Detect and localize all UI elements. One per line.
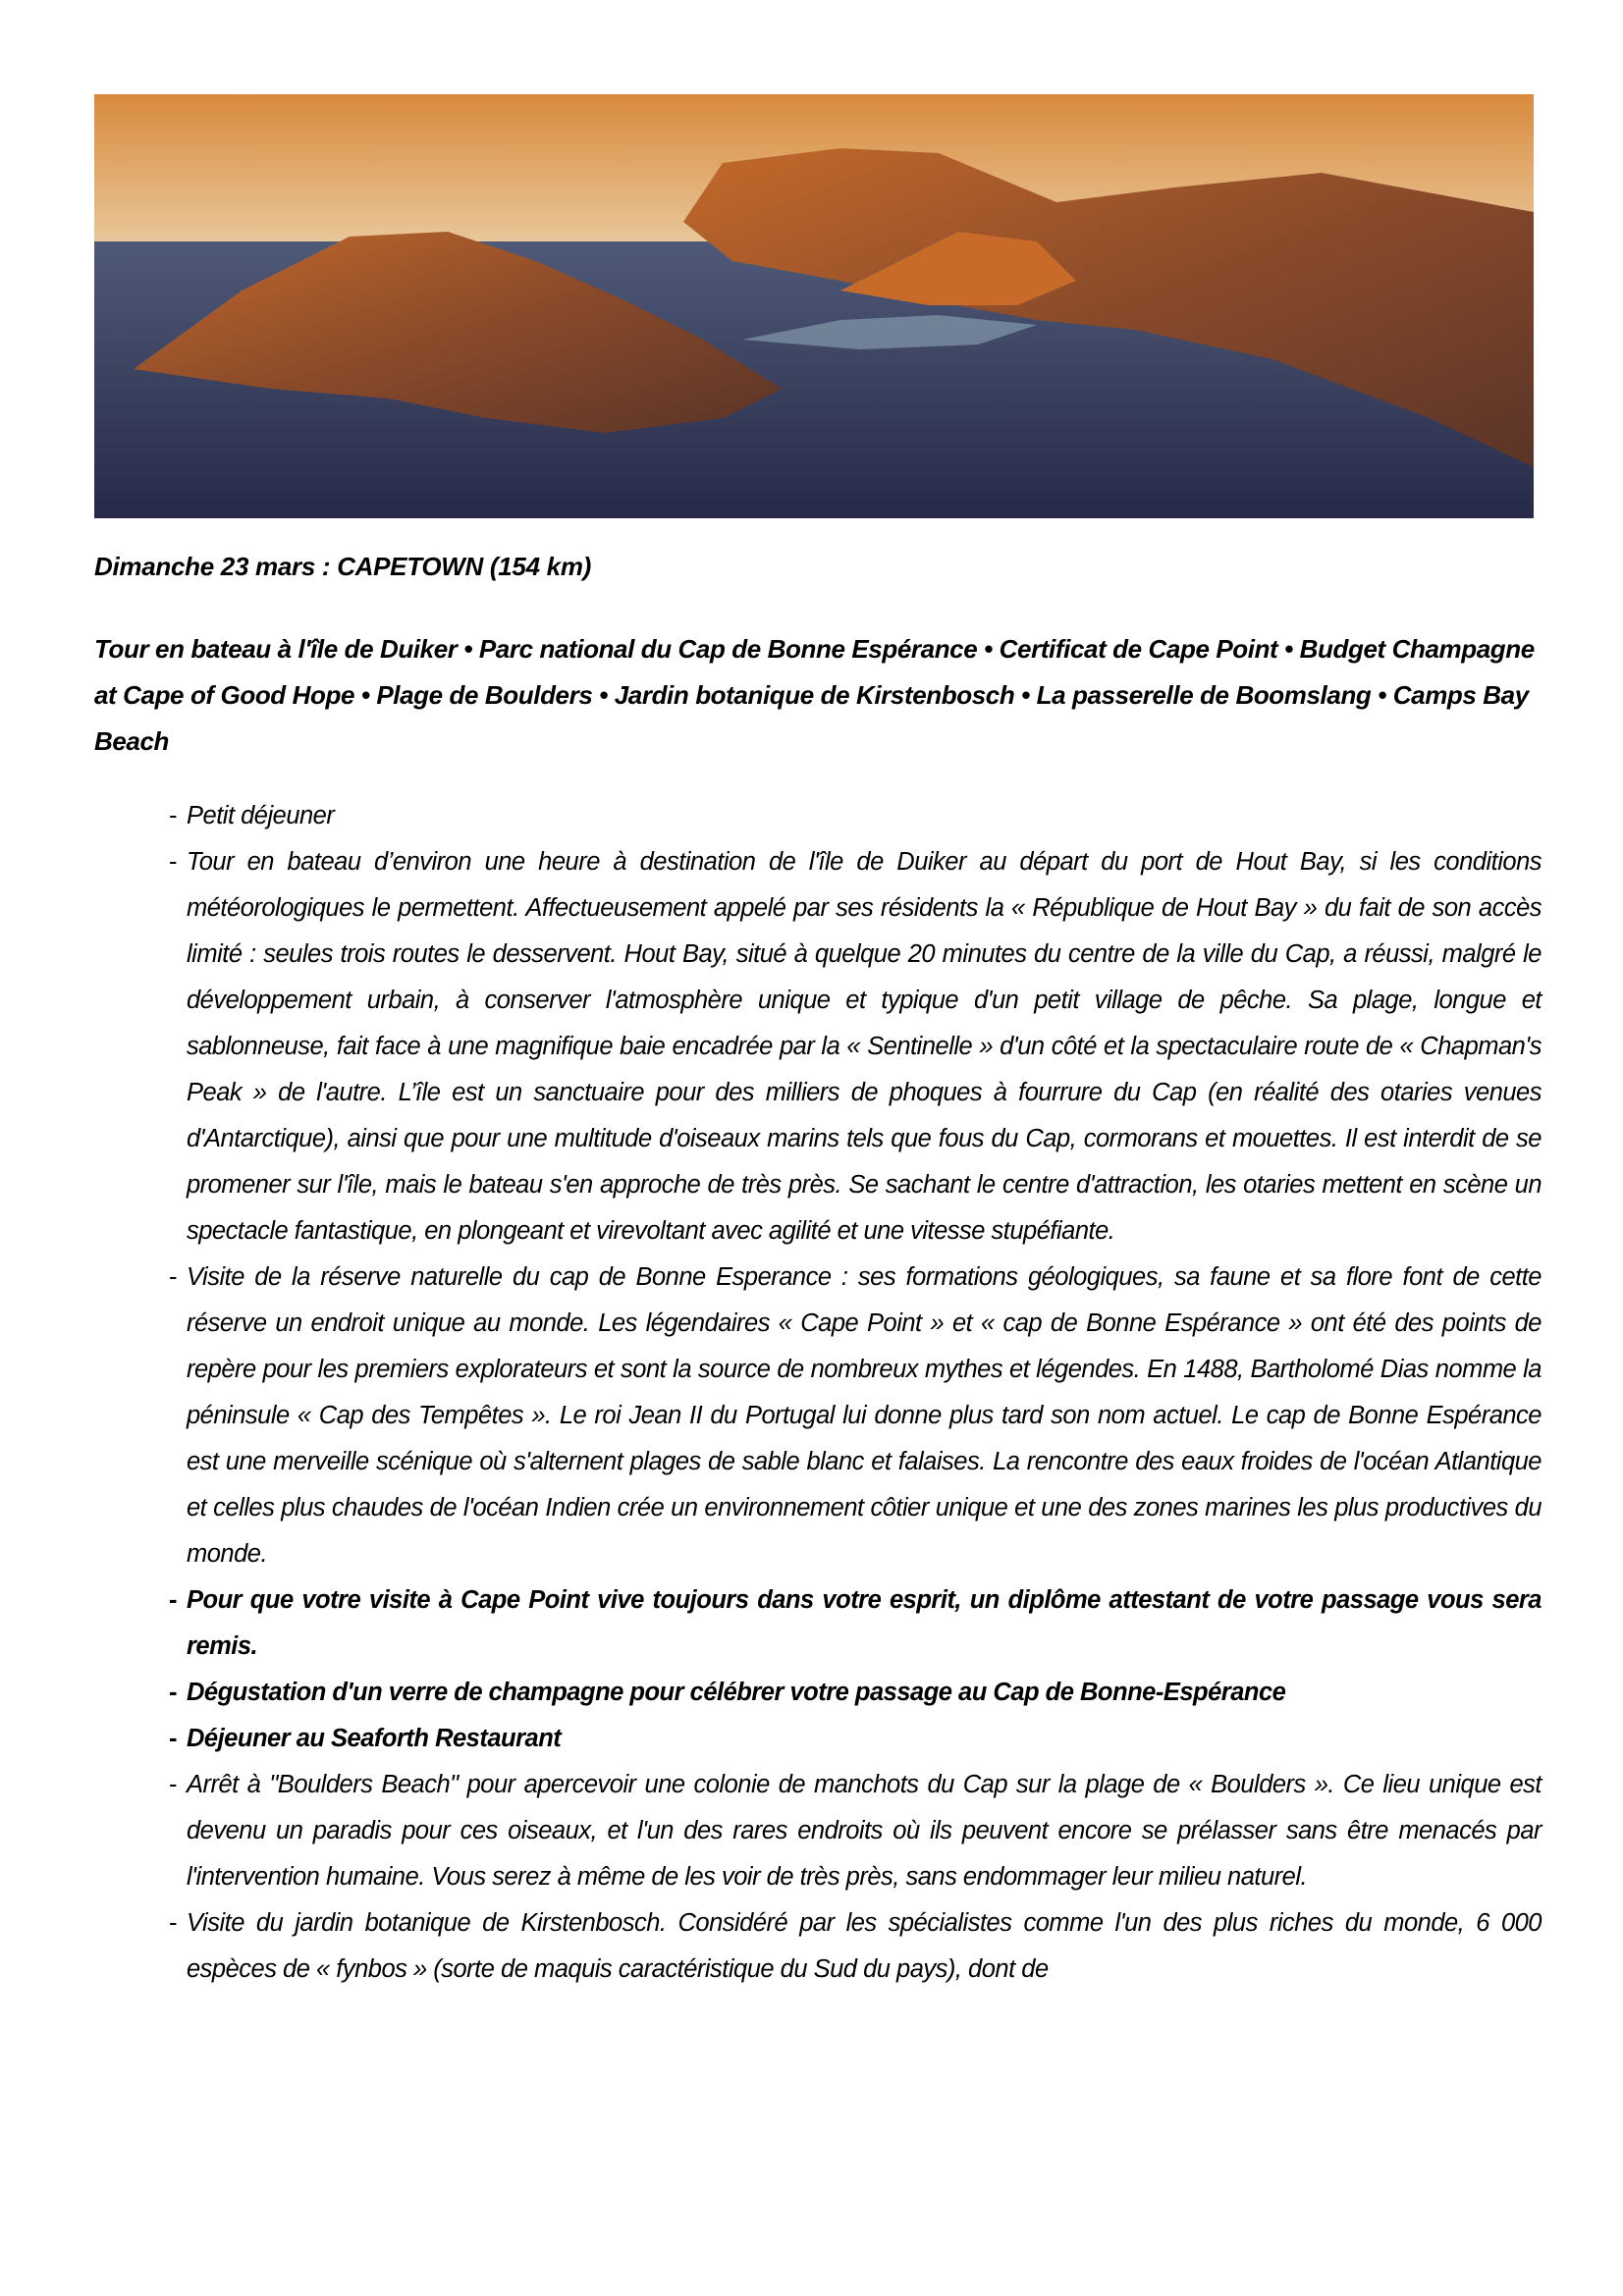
list-item xyxy=(169,1670,1542,1716)
landscape-photo-icon xyxy=(94,94,1534,518)
list-item-text: Visite du jardin botanique de Kirstenbosch. Considéré par les spécialistes comme l'un des plus riches du monde, 6 000 espèces de « fynbos » (sorte de maquis caractéristique du Sud du pays), dont de xyxy=(187,1909,1542,1983)
bullet-dash: - xyxy=(169,802,177,829)
cape-peninsula-photo xyxy=(94,94,1534,518)
day-heading: Dimanche 23 mars : CAPETOWN (154 km) xyxy=(94,552,592,581)
list-item-text: Petit déjeuner xyxy=(187,802,335,829)
list-item-text: Pour que votre visite à Cape Point vive toujours dans votre esprit, un diplôme attestant de votre passage vous sera remis. xyxy=(187,1586,1542,1660)
list-item xyxy=(169,839,1542,1255)
list-item xyxy=(169,1762,1542,1900)
bullet-dash: - xyxy=(169,1679,177,1706)
itinerary-list xyxy=(169,793,1542,1993)
list-item xyxy=(169,793,1542,839)
list-item xyxy=(169,1900,1542,1993)
bullet-dash: - xyxy=(169,1263,177,1291)
bullet-dash: - xyxy=(169,848,177,876)
list-item xyxy=(169,1577,1542,1670)
bullet-dash: - xyxy=(169,1909,177,1937)
list-item xyxy=(169,1255,1542,1577)
day-highlights: Tour en bateau à l'île de Duiker • Parc national du Cap de Bonne Espérance • Certificat de Cape Point • Budget Champagne at Cape of Good Hope • Plage de Boulders • Jardin botanique de Kirstenbosch • La passerelle de Boomslang • Camps Bay Beach xyxy=(94,634,1535,756)
bullet-dash: - xyxy=(169,1586,177,1614)
list-item xyxy=(169,1716,1542,1762)
bullet-dash: - xyxy=(169,1771,177,1798)
list-item-text: Visite de la réserve naturelle du cap de Bonne Esperance : ses formations géologiques, sa faune et sa flore font de cette réserve un endroit unique au monde. Les légendaires « Cape Point » et « cap de Bonne Espérance » ont été des points de repère pour les premiers explorateurs et sont la source de nombreux mythes et légendes. En 1488, Bartholomé Dias nomme la péninsule « Cap des Tempêtes ». Le roi Jean II du Portugal lui donne plus tard son nom actuel. Le cap de Bonne Espérance est une merveille scénique où s'alternent plages de sable blanc et falaises. La rencontre des eaux froides de l'océan Atlantique et celles plus chaudes de l'océan Indien crée un environnement côtier unique et une des zones marines les plus productives du monde. xyxy=(187,1263,1542,1568)
list-item-text: Tour en bateau d’environ une heure à destination de l'île de Duiker au départ du port de Hout Bay, si les conditions météorologiques le permettent. Affectueusement appelé par ses résidents la « République de Hout Bay » du fait de son accès limité : seules trois routes le desservent. Hout Bay, situé à quelque 20 minutes du centre de la ville du Cap, a réussi, malgré le développement urbain, à conserver l'atmosphère unique et typique d'un petit village de pêche. Sa plage, longue et sablonneuse, fait face à une magnifique baie encadrée par la « Sentinelle » d'un côté et la spectaculaire route de « Chapman's Peak » de l'autre. L’île est un sanctuaire pour des milliers de phoques à fourrure du Cap (en réalité des otaries venues d'Antarctique), ainsi que pour une multitude d'oiseaux marins tels que fous du Cap, cormorans et mouettes. Il est interdit de se promener sur l'île, mais le bateau s'en approche de très près. Se sachant le centre d'attraction, les otaries mettent en scène un spectacle fantastique, en plongeant et virevoltant avec agilité et une vitesse stupéfiante. xyxy=(187,848,1542,1245)
list-item-text: Déjeuner au Seaforth Restaurant xyxy=(187,1725,562,1752)
bullet-dash: - xyxy=(169,1725,177,1752)
list-item-text: Dégustation d'un verre de champagne pour célébrer votre passage au Cap de Bonne-Espérance xyxy=(187,1679,1286,1706)
list-item-text: Arrêt à "Boulders Beach" pour apercevoir une colonie de manchots du Cap sur la plage de « Boulders ». Ce lieu unique est devenu un paradis pour ces oiseaux, et l'un des rares endroits où ils peuvent encore se prélasser sans être menacés par l'intervention humaine. Vous serez à même de les voir de très près, sans endommager leur milieu naturel. xyxy=(187,1771,1542,1891)
